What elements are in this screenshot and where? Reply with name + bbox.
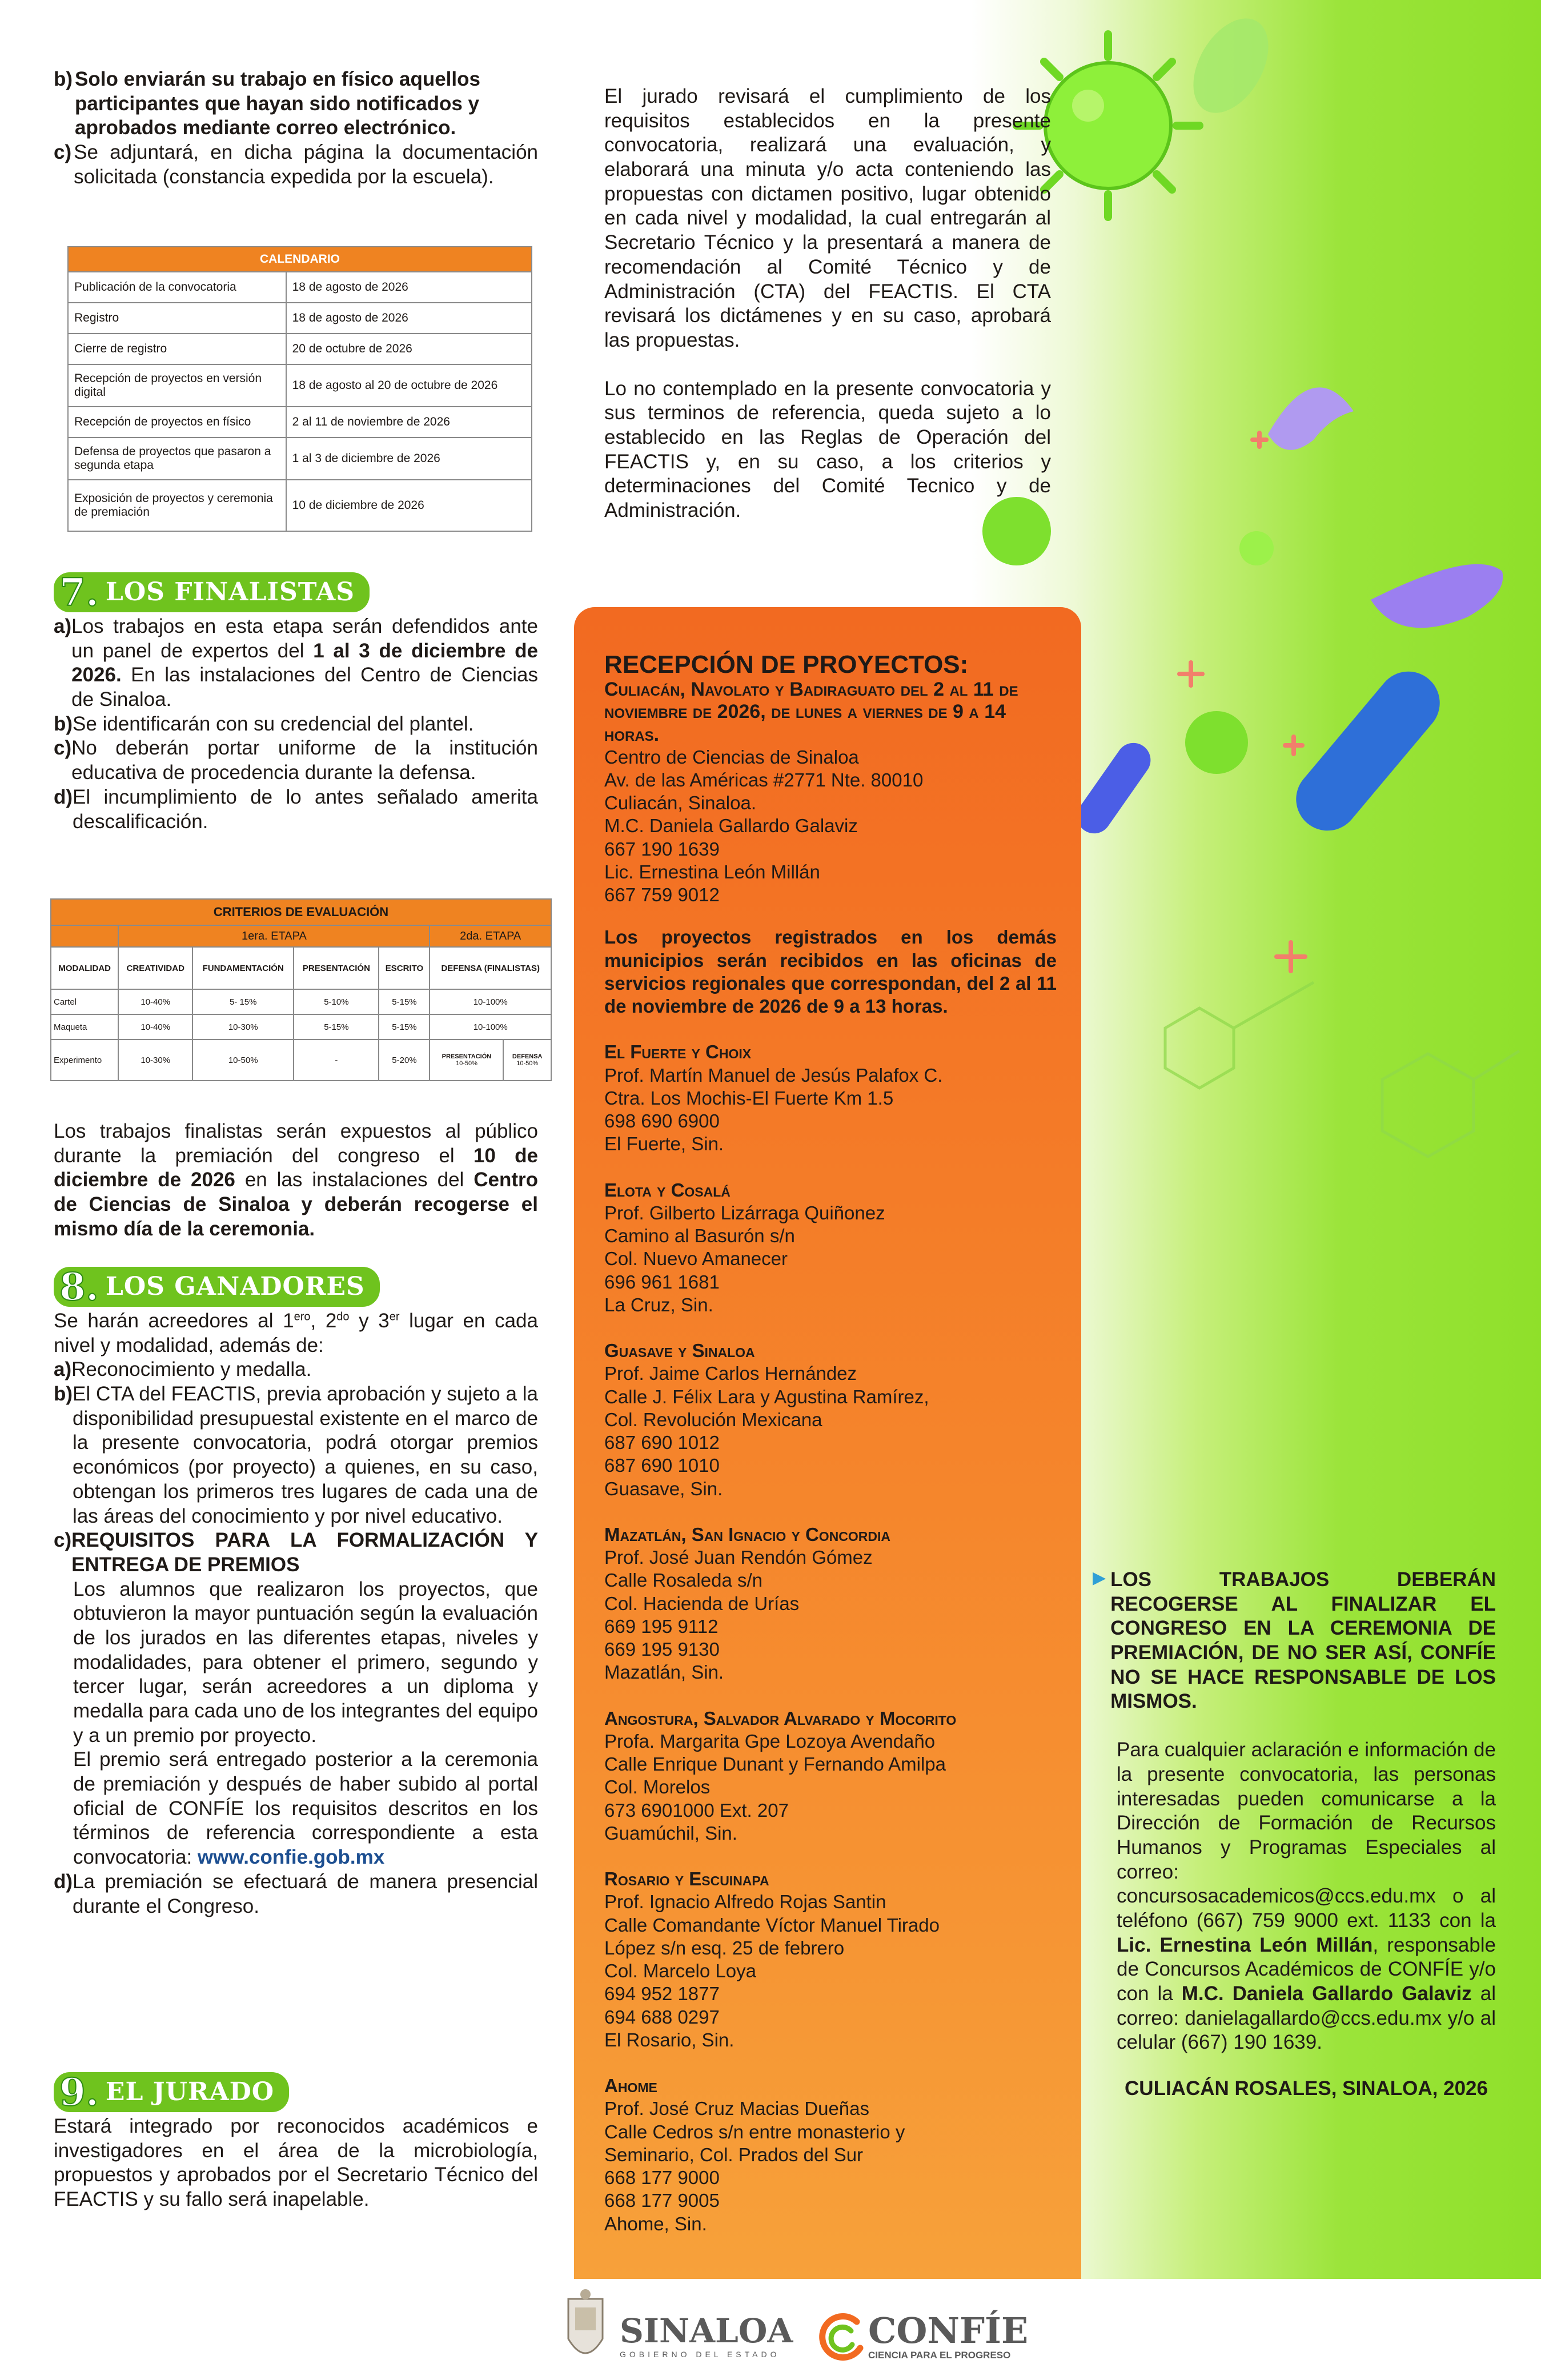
footer	[0, 2279, 1541, 2380]
reception-subtitle: Culiacán, Navolato y Badiraguato del 2 al 11 de noviembre de 2026, de lunes a viernes de 9 a 14 horas.	[604, 679, 1018, 745]
table-row: Recepción de proyectos en versión digital 18 de agosto al 20 de octubre de 2026	[68, 364, 532, 407]
section-number: 7.	[54, 572, 102, 612]
section-heading	[54, 570, 538, 615]
capsule-icon	[1283, 659, 1452, 844]
confie-logo-subtitle: CIENCIA PARA EL PROGRESO	[868, 2350, 1011, 2361]
section-title: EL JURADO	[102, 2072, 289, 2112]
item-label: b)	[54, 68, 73, 90]
sinaloa-crest-icon	[563, 2287, 608, 2373]
triangle-bullet-icon: ▶	[1093, 1568, 1106, 1587]
office-block: Rosario y Escuinapa Prof. Ignacio Alfredo Rojas Santin Calle Comandante Víctor Manuel Tirado López s/n esq. 25 de febrero Col. Marcelo Loya 694 952 1877 694 688 0297 El Rosario, Sin.	[604, 1868, 940, 2050]
list-item: c) REQUISITOS PARA LA FORMALIZACIÓN Y ENTREGA DE PREMIOS	[54, 1529, 538, 1576]
table-row: Registro 18 de agosto de 2026	[68, 303, 532, 334]
table-row: Publicación de la convocatoria 18 de agosto de 2026	[68, 272, 532, 303]
table-row: Cierre de registro 20 de octubre de 2026	[68, 334, 532, 364]
sinaloa-logo-text: SINALOA	[620, 2311, 793, 2350]
criteria-title: CRITERIOS DE EVALUACIÓN	[51, 899, 551, 925]
office-block: Elota y Cosalá Prof. Gilberto Lizárraga Quiñonez Camino al Basurón s/n Col. Nuevo Amanecer 696 961 1681 La Cruz, Sin.	[604, 1179, 885, 1315]
office-block: Guasave y Sinaloa Prof. Jaime Carlos Hernández Calle J. Félix Lara y Agustina Ramírez, Col. Revolución Mexicana 687 690 1012 687 690 1010 Guasave, Sin.	[604, 1340, 929, 1499]
list-item	[54, 67, 538, 141]
section-number: 9.	[54, 2072, 102, 2112]
office-block: Mazatlán, San Ignacio y Concordia Prof. José Juan Rendón Gómez Calle Rosaleda s/n Col. Hacienda de Urías 669 195 9112 669 195 9130 Mazatlán, Sin.	[604, 1523, 891, 1683]
list-item: d) La premiación se efectuará de manera presencial durante el Congreso.	[54, 1870, 538, 1917]
not-contemplated-paragraph: Lo no contemplado en la presente convocatoria y sus terminos de referencia, queda sujeto a lo establecido en las Reglas de Operación del FEACTIS y, en su caso, a los criterios y determinaciones del Comité Tecnico y de Administración.	[604, 377, 1051, 521]
confie-logo-text: CONFÍE	[868, 2310, 1029, 2351]
calendar-table	[67, 246, 532, 532]
section-8: 8. LOS GANADORES Se harán acreedores al $1^{ero}$, $2^{do}$ y 3er lugar en cada nivel y modalidad, además de: a) Reconocimiento y medalla. b) El CTA del FEACTIS, previa aprobación y sujeto a la disponibilidad presupuestal existente en el marco de la presente convocatoria, podrá otorgar premios económicos (por proyecto) a quienes, en su caso, obtengan los primeros tres lugares de cada una de las áreas del conocimiento y por nivel educativo. c) REQUISITOS PARA LA FORMALIZACIÓN Y ENTREGA DE PREMIOS Los alumnos que realizaron los proyectos, que obtuvieron la mayor puntuación según la evaluación de los jurados en las diferentes etapas, niveles y modalidades, para obtener el primero, segundo y tercer lugar, serán acreedores a un diploma y medalla para cada uno de los integrantes del equipo y a un premio por proyecto. El premio será entregado posterior a la ceremonia de premiación y después de haber subido al portal oficial de CONFÍE los requisitos descritos en los términos de referencia correspondiente a esta convocatoria: www.confie.gob.mx d) La premiación se efectuará de manera presencial durante el Congreso.	[54, 1261, 538, 1919]
list-item: b) Se identificarán con su credencial del plantel.	[54, 712, 474, 735]
list-item: d) El incumplimiento de lo antes señalado amerita descalificación.	[54, 785, 538, 833]
table-header-row: MODALIDAD CREATIVIDAD FUNDAMENTACIÓN PRESENTACIÓN ESCRITO DEFENSA (FINALISTAS)	[51, 947, 551, 989]
molecule-icon	[1165, 982, 1519, 1157]
list-item	[54, 141, 538, 189]
section-title: LOS GANADORES	[102, 1267, 380, 1307]
pickup-notice: LOS TRABAJOS DEBERÁN RECOGERSE AL FINALIZAR EL CONGRESO EN LA CEREMONIA DE PREMIACIÓN, DE NO SER ASÍ, CONFÍE NO SE HACE RESPONSABLE DE LOS MISMOS.	[1110, 1568, 1496, 1713]
office-block: Angostura, Salvador Alvarado y Mocorito Profa. Margarita Gpe Lozoya Avendaño Calle Enrique Dunant y Fernando Amilpa Col. Morelos 673 6901000 Ext. 207 Guamúchil, Sin.	[604, 1707, 957, 1844]
table-row: Defensa de proyectos que pasaron a segunda etapa 1 al 3 de diciembre de 2026	[68, 438, 532, 480]
criteria-table	[50, 898, 552, 1081]
plus-icon	[1179, 433, 1305, 971]
item-text: Se adjuntará, en dicha página la documentación solicitada (constancia expedida por la escuela).	[74, 141, 538, 188]
capsule-icon	[1070, 736, 1157, 840]
confie-logo-icon	[817, 2310, 872, 2365]
section-number: 8.	[54, 1267, 102, 1307]
section-title: LOS FINALISTAS	[102, 572, 370, 612]
table-row: Cartel 10-40% 5- 15% 5-10% 5-15% 10-100%	[51, 989, 551, 1014]
bacteria-icon	[1178, 6, 1283, 126]
place-date: CULIACÁN ROSALES, SINALOA, 2026	[1125, 2077, 1488, 2100]
table-row: Recepción de proyectos en físico 2 al 11 de noviembre de 2026	[68, 407, 532, 438]
jury-paragraph: El jurado revisará el cumplimiento de los requisitos establecidos en la presente convocatoria, realizará una evaluación, y elaborará una minuta y/o acta conteniendo las propuestas con dictamen positivo, lugar obtenido en cada nivel y modalidad, la cual entregarán al Secretario Técnico y la presentará a manera de recomendación al Comité Técnico y de Administración (CTA) del FEACTIS. El CTA revisará los dictámenes y en su caso, aprobará las propuestas.	[604, 85, 1051, 351]
item-text: Solo enviarán su trabajo en físico aquellos participantes que hayan sido notificados y aprobados mediante correo electrónico.	[75, 68, 480, 139]
section-heading	[54, 1267, 538, 1307]
reception-title: RECEPCIÓN DE PROYECTOS:	[604, 651, 969, 679]
sinaloa-logo-subtitle: GOBIERNO DEL ESTADO	[620, 2350, 780, 2359]
finalists-paragraph: Los trabajos finalistas serán expuestos al público durante la premiación del congreso el 10 de diciembre de 2026 en las instalaciones del Centro de Ciencias de Sinaloa y deberán recogerse el mismo día de la ceremonia.	[54, 1120, 539, 1240]
column-middle-top	[604, 85, 1051, 523]
main-office: Centro de Ciencias de Sinaloa Av. de las Américas #2771 Nte. 80010 Culiacán, Sinaloa. M.C. Daniela Gallardo Galaviz 667 190 1639 Lic. Ernestina León Millán 667 759 9012	[604, 746, 924, 906]
reception-content	[604, 651, 1057, 2235]
list-item: b) El CTA del FEACTIS, previa aprobación y sujeto a la disponibilidad presupuestal existente en el marco de la presente convocatoria, podrá otorgar premios económicos (por proyecto) a quienes, en su caso, obtengan los primeros tres lugares de cada una de las áreas del conocimiento y por nivel educativo.	[54, 1383, 538, 1527]
section-9: 9. EL JURADO Estará integrado por reconocidos académicos e investigadores en el área de la microbiología, propuestos y aprobados por el Secretario Técnico del FEACTIS y su fallo será inapelable.	[54, 2070, 538, 2211]
calendar-title: CALENDARIO	[68, 247, 532, 272]
section-heading	[54, 2072, 538, 2112]
table-row: Exposición de proyectos y ceremonia de premiación 10 de diciembre de 2026	[68, 480, 532, 531]
table-row: Maqueta 10-40% 10-30% 5-15% 5-15% 10-100%	[51, 1014, 551, 1040]
office-block: Ahome Prof. José Cruz Macias Dueñas Calle Cedros s/n entre monasterio y Seminario, Col. Prados del Sur 668 177 9000 668 177 9005 Ahome, Sin.	[604, 2075, 905, 2234]
section-7	[54, 567, 538, 834]
confie-link[interactable]: www.confie.gob.mx	[197, 1846, 385, 1869]
regional-note: Los proyectos registrados en los demás municipios serán recibidos en las oficinas de servicios regionales que correspondan, del 2 al 11 de noviembre de 2026 de 9 a 13 horas.	[604, 926, 1057, 1017]
bacteria-icon	[1371, 564, 1503, 628]
column-left-top	[54, 67, 538, 189]
table-row: Experimento 10-30% 10-50% - 5-20% PRESENTACIÓN 10-50% DEFENSA 10-50%	[51, 1040, 551, 1081]
contact-paragraph: Para cualquier aclaración e información de la presente convocatoria, las personas interesadas pueden comunicarse a la Dirección de Formación de Recursos Humanos y Programas Especiales al correo: concursosacademicos@ccs.edu.mx o al teléfono (667) 759 9000 ext. 1133 con la Lic. Ernestina León Millán, responsable de Concursos Académicos de CONFÍE y/o con la M.C. Daniela Gallardo Galaviz al correo: danielagallardo@ccs.edu.mx y/o al celular (667) 190 1639.	[1117, 1739, 1496, 2054]
bacteria-icon	[1268, 387, 1354, 449]
notice-block	[1093, 1568, 1496, 1714]
list-item: a) Los trabajos en esta etapa serán defendidos ante un panel de expertos del 1 al 3 de diciembre de 2026. En las instalaciones del Centro de Ciencias de Sinaloa.	[54, 615, 538, 711]
list-item: a) Reconocimiento y medalla.	[54, 1358, 312, 1381]
column-right	[1093, 1568, 1496, 2101]
item-label: c)	[54, 141, 72, 164]
office-block: El Fuerte y Choix Prof. Martín Manuel de Jesús Palafox C. Ctra. Los Mochis-El Fuerte Km 1.5 698 690 6900 El Fuerte, Sin.	[604, 1041, 943, 1155]
stage-2-label: 2da. ETAPA	[430, 925, 551, 947]
stage-1-label: 1era. ETAPA	[118, 925, 430, 947]
list-item: c) No deberán portar uniforme de la institución educativa de procedencia durante la defensa.	[54, 737, 538, 784]
